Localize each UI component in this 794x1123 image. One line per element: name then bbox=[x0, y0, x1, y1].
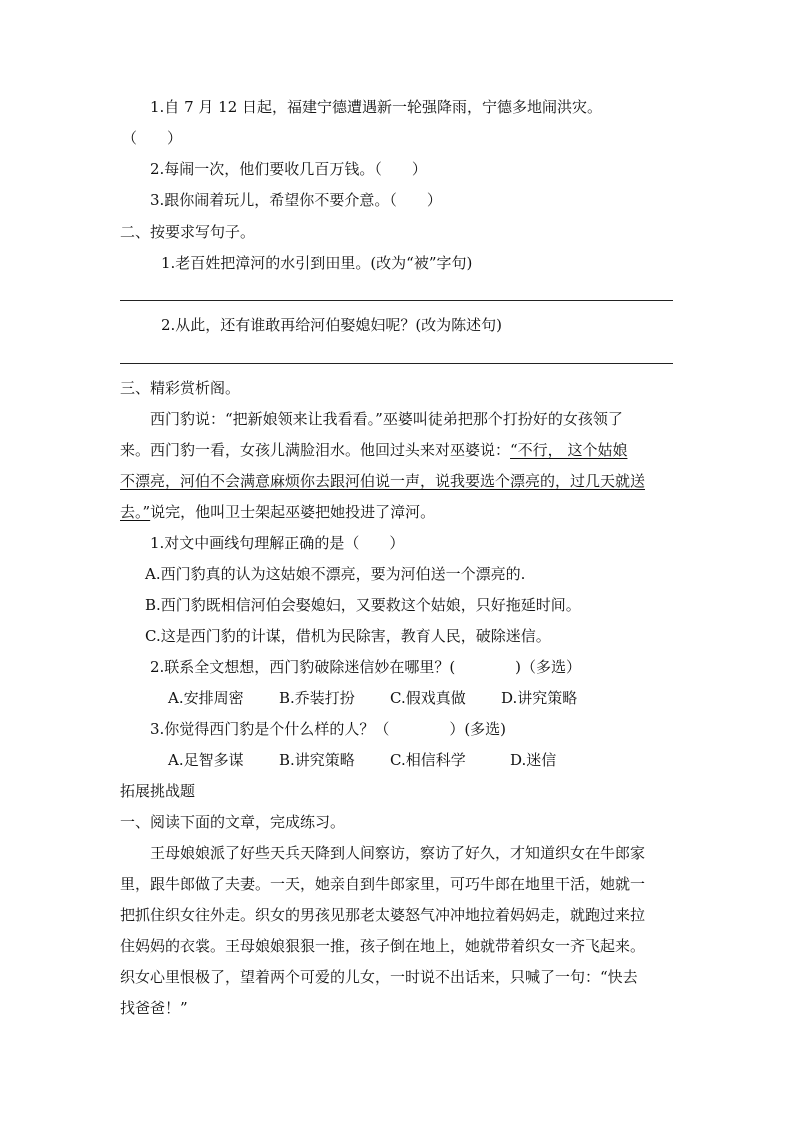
option-3-1-c: C.这是西门豹的计谋，借机为民除害，教育人民，破除迷信。 bbox=[145, 627, 551, 645]
options-3-2 bbox=[168, 688, 598, 708]
reading-line-4: 住妈妈的衣裳。王母娘娘狠狠一推，孩子倒在地上，她就带着织女一齐飞起来。 bbox=[120, 937, 646, 955]
passage-line-2-text: 来。西门豹一看，女孩儿满脸泪水。他回过头来对巫婆说： bbox=[120, 441, 511, 459]
passage-line-2 bbox=[120, 440, 627, 460]
section-3-heading: 三、精彩赏析阁。 bbox=[120, 379, 241, 397]
answer-paren-1-1: （ ） bbox=[122, 129, 183, 147]
option-3-2-c: C.假戏真做 bbox=[390, 689, 466, 707]
reading-line-5: 织女心里恨极了，望着两个可爱的儿女，一时说不出话来，只喊了一句：“快去 bbox=[120, 968, 638, 986]
reading-line-3: 把抓住织女往外走。织女的男孩见那老太婆怒气冲冲地拉着妈妈走，就跑过来拉 bbox=[120, 906, 646, 924]
question-2-1: 1.老百姓把漳河的水引到田里。(改为“被”字句) bbox=[161, 254, 473, 272]
option-3-2-d: D.讲究策略 bbox=[501, 689, 578, 707]
underlined-sentence-end: 去。” bbox=[120, 503, 151, 521]
reading-line-6: 找爸爸！” bbox=[120, 999, 188, 1017]
option-3-1-b: B.西门豹既相信河伯会娶媳妇，又要救这个姑娘，只好拖延时间。 bbox=[145, 596, 581, 614]
passage-line-1: 西门豹说：“把新娘领来让我看看。”巫婆叫徒弟把那个打扮好的女孩领了 bbox=[150, 410, 623, 428]
question-2-2: 2.从此，还有谁敢再给河伯娶媳妇呢？(改为陈述句) bbox=[161, 316, 503, 334]
option-3-2-b: B.乔装打扮 bbox=[279, 689, 355, 707]
answer-line-2-1 bbox=[120, 300, 673, 301]
section-2-heading: 二、按要求写句子。 bbox=[120, 223, 256, 241]
option-3-2-a: A.安排周密 bbox=[168, 689, 244, 707]
underlined-sentence-start: “不行， 这个姑娘 bbox=[510, 441, 628, 459]
question-1-3: 3.跟你闹着玩儿，希望你不要介意。（ ） bbox=[150, 191, 442, 209]
reading-line-1: 王母娘娘派了好些天兵天降到人间察访，察访了好久，才知道织女在牛郎家 bbox=[150, 844, 646, 862]
option-3-3-c: C.相信科学 bbox=[390, 751, 466, 769]
option-3-3-a: A.足智多谋 bbox=[168, 751, 244, 769]
underlined-sentence-middle: 不漂亮，河伯不会满意麻烦你去跟河伯说一声，说我要选个漂亮的，过几天就送 bbox=[120, 472, 646, 490]
extension-heading: 一、阅读下面的文章，完成练习。 bbox=[120, 813, 346, 831]
question-3-2: 2.联系全文想想，西门豹破除迷信妙在哪里？( )（多选） bbox=[150, 658, 582, 676]
question-3-3: 3.你觉得西门豹是个什么样的人？（ ）(多选) bbox=[150, 720, 507, 738]
passage-line-4 bbox=[120, 502, 435, 522]
question-1-2: 2.每闹一次，他们要收几百万钱。（ ） bbox=[150, 160, 427, 178]
passage-line-4-text: 说完，他叫卫士架起巫婆把她投进了漳河。 bbox=[150, 503, 436, 521]
question-1-1: 1.自 7 月 12 日起，福建宁德遭遇新一轮强降雨，宁德多地闹洪灾。 bbox=[150, 98, 603, 116]
reading-line-2: 里，跟牛郎做了夫妻。一天，她亲自到牛郎家里，可巧牛郎在地里干活，她就一 bbox=[120, 875, 646, 893]
option-3-1-a: A.西门豹真的认为这姑娘不漂亮，要为河伯送一个漂亮的. bbox=[145, 565, 526, 583]
option-3-3-b: B.讲究策略 bbox=[279, 751, 355, 769]
extension-title: 拓展挑战题 bbox=[120, 782, 196, 800]
answer-line-2-2 bbox=[120, 363, 673, 364]
question-3-1: 1.对文中画线句理解正确的是（ ） bbox=[150, 534, 405, 552]
options-3-3 bbox=[168, 750, 598, 770]
option-3-3-d: D.迷信 bbox=[510, 751, 557, 769]
